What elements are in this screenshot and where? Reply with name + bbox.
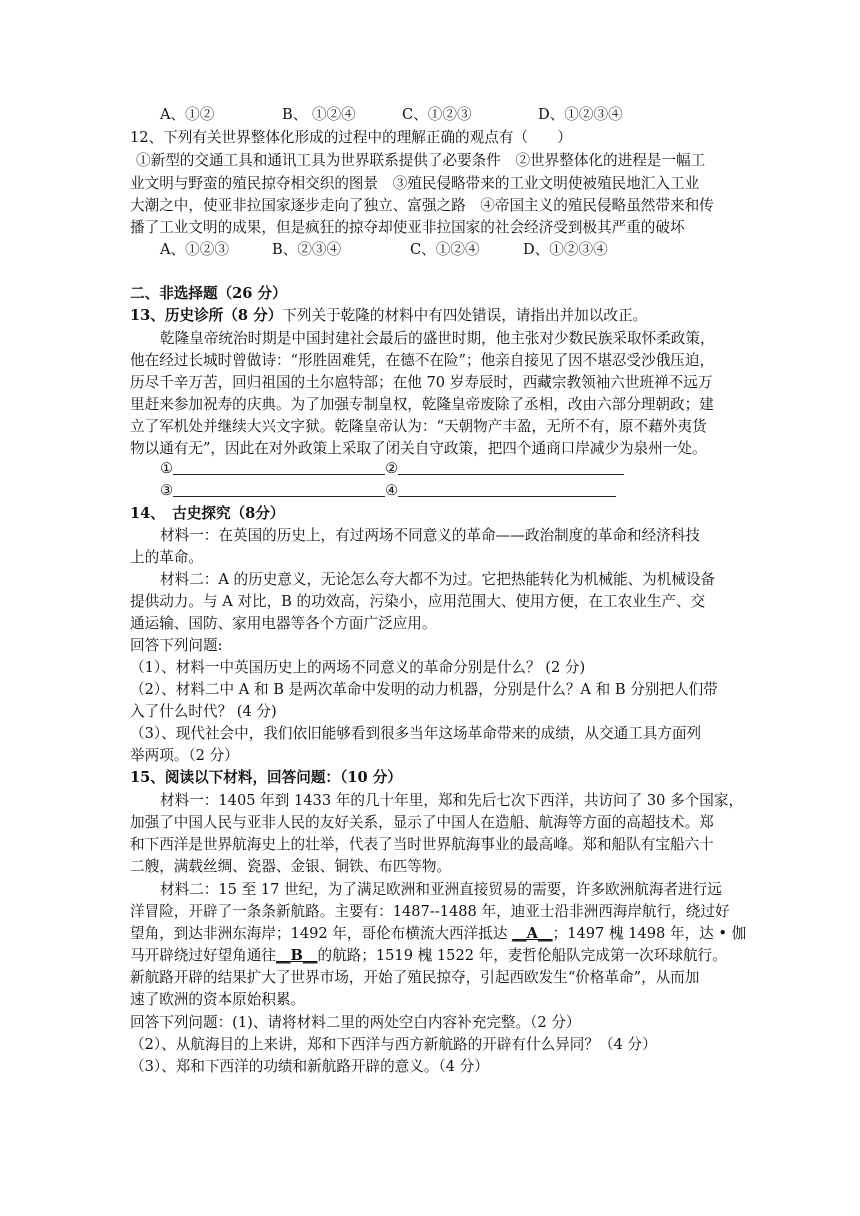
q12-option-a: A、①②③: [160, 241, 229, 258]
q13-line: 物以通有无”，因此在对外政策上采取了闭关自守政策，把四个通商口岸减少为泉州一处。: [130, 440, 707, 457]
q15-text: ；1497 槐 1498 年，达 • 伽: [552, 925, 747, 942]
q13-answer-row: [160, 459, 624, 479]
q13-answer-row: [160, 481, 616, 501]
q15-material-line: 加强了中国人民与亚非人民的友好关系，显示了中国人在造船、航海等方面的高超技术。郑: [130, 814, 714, 831]
answer-label-1: ①: [160, 460, 174, 477]
q14-line: 材料二：A 的历史意义，无论怎么夸大都不为过。它把热能转化为机械能、为机械设备: [160, 571, 716, 588]
q12-line: 播了工业文明的成果，但是疯狂的掠夺却使亚非拉国家的社会经济受到极其严重的破坏: [130, 219, 685, 236]
answer-label-3: ③: [160, 482, 174, 499]
answer-label-4: ④: [385, 482, 399, 499]
q14-heading: 14、 古史探究（8分）: [130, 505, 285, 522]
q15-material-line: 材料二：15 至 17 世纪，为了满足欧洲和亚洲直接贸易的需要，许多欧洲航海者进行远: [160, 881, 722, 898]
blank-a[interactable]: __A__: [512, 925, 553, 942]
blank-b[interactable]: __B__: [275, 947, 318, 964]
q13-line: 他在经过长城时曾做诗：“形胜固难凭，在德不在险”；他亲自接见了因不堪忍受沙俄压迫，: [130, 352, 715, 369]
q15-text: 马开辟绕过好望角通往: [130, 947, 276, 964]
answer-blank-1[interactable]: [173, 459, 385, 475]
q12-option-c: C、①②④: [410, 241, 480, 258]
q11-option-c: C、①②③: [402, 106, 472, 123]
answer-label-2: ②: [385, 460, 399, 477]
q14-line: 回答下列问题:: [130, 637, 223, 654]
q15-material-line: 洋冒险，开辟了一条条新航路。主要有：1487--1488 年，迪亚士沿非洲西海岸航行，绕过好: [130, 903, 730, 920]
q14-line: 材料一：在英国的历史上，有过两场不同意义的革命——政治制度的革命和经济科技: [160, 527, 700, 544]
q15-question: （3）、郑和下西洋的功绩和新航路开辟的意义。（4 分）: [130, 1058, 489, 1075]
answer-blank-4[interactable]: [398, 481, 616, 497]
q12-line: ①新型的交通工具和通讯工具为世界联系提供了必要条件 ②世界整体化的进程是一幅工: [136, 152, 706, 169]
q14-question: （2）、材料二中 A 和 B 是两次革命中发明的动力机器，分别是什么？A 和 B 分别把人们带: [130, 681, 718, 698]
q13-line: 乾隆皇帝统治时期是中国封建社会最后的盛世时期，他主张对少数民族采取怀柔政策，: [160, 330, 715, 347]
q12-option-b: B、②③④: [272, 241, 342, 258]
section-title: 二、非选择题（26 分）: [130, 285, 287, 302]
q13-line: 立了军机处并继续大兴文字狱。乾隆皇帝认为：“天朝物产丰盈，无所不有，原不藉外夷货: [130, 418, 707, 435]
q15-material-line-with-blank-a: [130, 924, 746, 944]
q15-material-line: 材料一：1405 年到 1433 年的几十年里，郑和先后七次下西洋，共访问了 30 多个国家，: [160, 792, 744, 809]
q11-option-d: D、①②③④: [538, 106, 623, 123]
q15-material-line: 和下西洋是世界航海史上的壮举，代表了当时世界航海事业的最高峰。郑和船队有宝船六十: [130, 836, 714, 853]
q12-stem: 12、下列有关世界整体化形成的过程中的理解正确的观点有（ ）: [130, 129, 572, 146]
q15-question: 回答下列问题：(1)、请将材料二里的两处空白内容补充完整。（2 分）: [130, 1014, 581, 1031]
q13-line: 里赶来参加祝寿的庆典。为了加强专制皇权，乾隆皇帝废除了丞相，改由六部分理朝政；建: [130, 396, 714, 413]
q12-line: 业文明与野蛮的殖民掠夺相交织的图景 ③殖民侵略带来的工业文明使被殖民地汇入工业: [130, 175, 700, 192]
q14-line: 提供动力。与 A 对比，B 的功效高，污染小，应用范围大、使用方便，在工农业生产、交: [130, 593, 706, 610]
q13-heading: 13、历史诊所（8 分）: [130, 307, 283, 324]
q11-option-b: B、 ①②④: [282, 106, 356, 123]
q15-text: 望角，到达非洲东海岸；1492 年，哥伦布横流大西洋抵达: [130, 925, 508, 942]
q13-heading-line: [130, 306, 647, 326]
q15-question: （2）、从航海目的上来讲，郑和下西洋与西方新航路的开辟有什么异同？（4 分）: [130, 1036, 657, 1053]
q14-line: 上的革命。: [130, 549, 203, 566]
q15-heading: 15、阅读以下材料，回答问题：（10 分）: [130, 769, 402, 786]
answer-blank-2[interactable]: [398, 459, 624, 475]
q11-option-a: A、①②: [160, 106, 215, 123]
q15-material-line: 二艘，满载丝绸、瓷器、金银、铜铁、布匹等物。: [130, 858, 452, 875]
q14-question: 入了什么时代？ (4 分): [130, 703, 277, 720]
q15-material-line-with-blank-b: [130, 946, 727, 966]
answer-blank-3[interactable]: [173, 481, 385, 497]
q15-material-line: 新航路开辟的结果扩大了世界市场，开始了殖民掠夺，引起西欧发生“价格革命”，从而加: [130, 969, 700, 986]
q14-question: 举两项。（2 分）: [130, 747, 239, 764]
q12-line: 大潮之中，使亚非拉国家逐步走向了独立、富强之路 ④帝国主义的殖民侵略虽然带来和传: [130, 197, 714, 214]
q14-line: 通运输、国防、家用电器等各个方面广泛应用。: [130, 615, 437, 632]
q12-option-d: D、①②③④: [523, 241, 608, 258]
q15-text: 的航路；1519 槐 1522 年，麦哲伦船队完成第一次环球航行。: [317, 947, 727, 964]
q15-material-line: 速了欧洲的资本原始积累。: [130, 991, 306, 1008]
q14-question: （3）、现代社会中，我们依旧能够看到很多当年这场革命带来的成绩，从交通工具方面列: [130, 725, 702, 742]
q14-question: （1）、材料一中英国历史上的两场不同意义的革命分别是什么？ (2 分): [130, 659, 586, 676]
q13-instruction: 下列关于乾隆的材料中有四处错误，请指出并加以改正。: [282, 307, 648, 324]
q13-line: 历尽千辛万苦，回归祖国的土尔扈特部；在他 70 岁寿辰时，西藏宗教领袖六世班禅不远万: [130, 374, 713, 391]
